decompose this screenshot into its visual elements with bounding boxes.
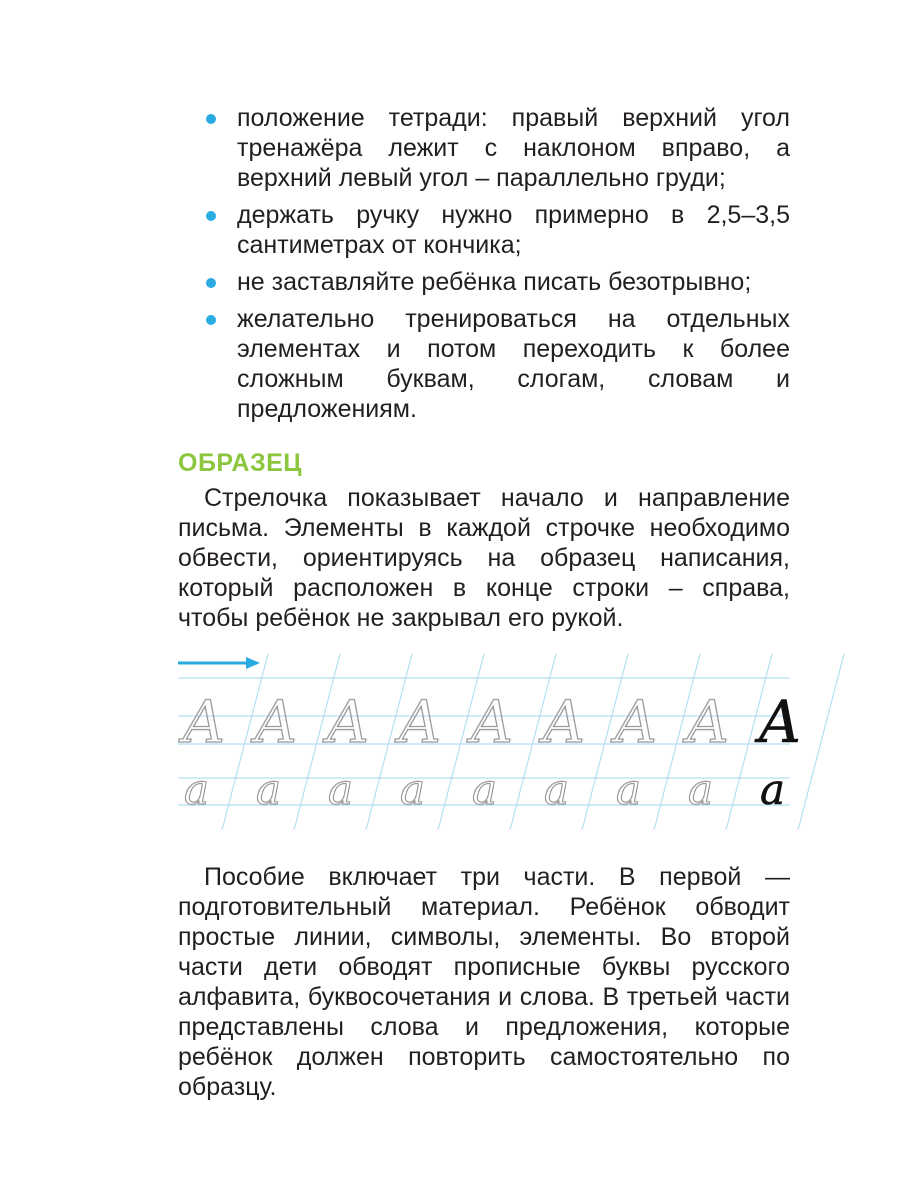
trace-letter-lowercase: а xyxy=(688,765,714,814)
trace-letter-lowercase: а xyxy=(400,765,426,814)
copybook-sample xyxy=(178,648,802,836)
trace-letter-uppercase: А xyxy=(326,688,370,756)
bullet-dot-icon xyxy=(206,114,216,124)
trace-letter-lowercase: а xyxy=(184,765,210,814)
trace-letter-lowercase: а xyxy=(544,765,570,814)
list-item-text: желательно тренироваться на отдельных элементах и потом переходить к более сложным буквам, слогам, словам и предложениям. xyxy=(237,305,790,423)
direction-arrow-icon xyxy=(178,657,260,669)
list-item-text: положение тетради: правый верхний угол тренажёра лежит с наклоном вправо, а верхний левый угол – параллельно груди; xyxy=(237,104,790,192)
trace-letter-uppercase: А xyxy=(686,688,730,756)
trace-letter-uppercase: А xyxy=(470,688,514,756)
list-item-text: держать ручку нужно примерно в 2,5–3,5 сантиметрах от кончика; xyxy=(237,201,790,259)
list-item xyxy=(178,200,790,260)
model-letter-lowercase: а xyxy=(760,765,786,814)
list-item xyxy=(178,304,790,424)
slant-line xyxy=(798,654,844,830)
trace-letter-uppercase: А xyxy=(398,688,442,756)
trace-letter-uppercase: А xyxy=(254,688,298,756)
list-item xyxy=(178,267,790,297)
bullet-dot-icon xyxy=(206,211,216,221)
slant-lines xyxy=(222,654,844,830)
trace-letter-uppercase: А xyxy=(182,688,226,756)
lowercase-row xyxy=(184,765,785,814)
trace-letter-lowercase: а xyxy=(472,765,498,814)
bullet-dot-icon xyxy=(206,315,216,325)
list-item-text: не заставляйте ребёнка писать безотрывно; xyxy=(237,268,752,296)
bullet-dot-icon xyxy=(206,278,216,288)
trace-letter-lowercase: а xyxy=(256,765,282,814)
trace-letter-lowercase: а xyxy=(616,765,642,814)
sample-paragraph: Стрелочка показывает начало и направление письма. Элементы в каждой строчке необходимо обвести, ориентируясь на образец написания, который расположен в конце строки – справа, чтобы ребёнок не закрывал его рукой. xyxy=(178,484,790,632)
section-heading: ОБРАЗЕЦ xyxy=(178,449,303,477)
tips-list xyxy=(178,103,790,431)
list-item xyxy=(178,103,790,193)
model-letter-uppercase: А xyxy=(758,688,802,756)
trace-letter-uppercase: А xyxy=(614,688,658,756)
uppercase-row xyxy=(178,688,802,756)
copybook-grid xyxy=(178,648,802,836)
intro-paragraph: Пособие включает три части. В первой — подготовительный материал. Ребёнок обводит простые линии, символы, элементы. Во второй части дети обводят прописные буквы русского алфавита, буквосочетания и слова. В третьей части представлены слова и предложения, которые ребёнок должен повторить самостоятельно по образцу. xyxy=(178,863,790,1101)
trace-letter-uppercase: А xyxy=(542,688,586,756)
trace-letter-lowercase: а xyxy=(328,765,354,814)
